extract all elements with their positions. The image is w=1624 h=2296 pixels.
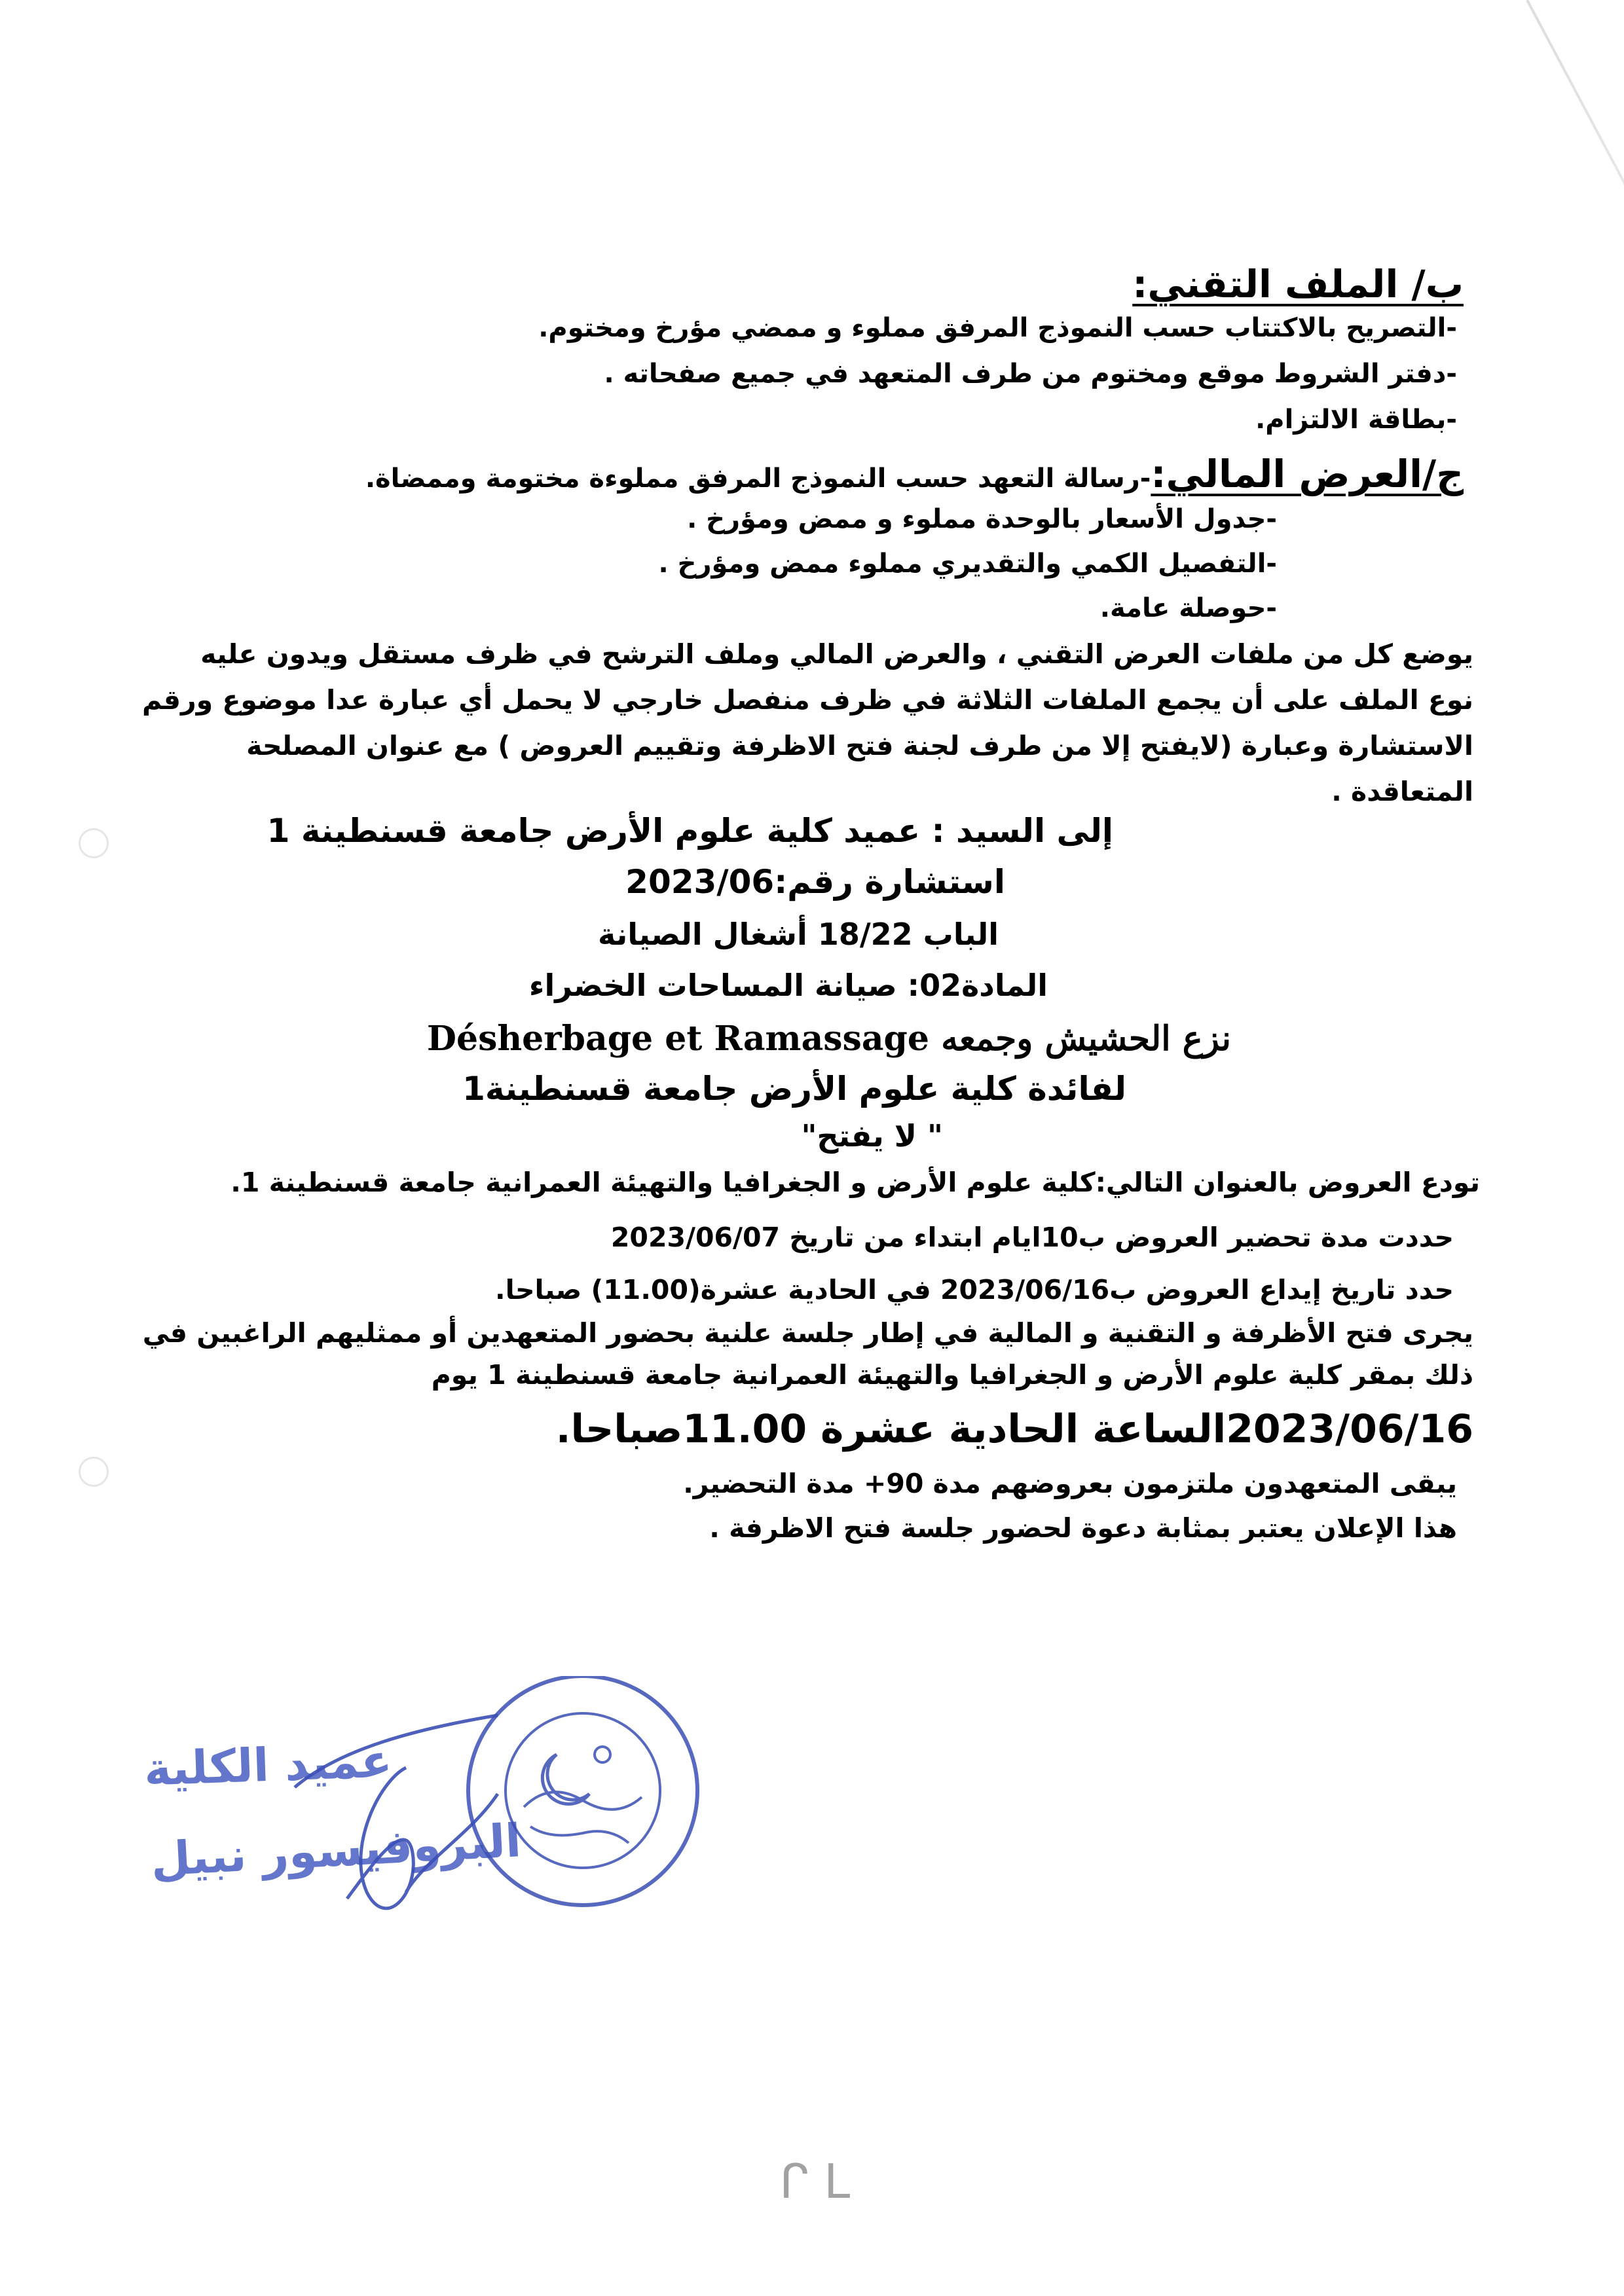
financial-item: -حوصلة عامة.	[1099, 593, 1277, 623]
envelope-addressee: إلى السيد : عميد كلية علوم الأرض جامعة قسنطينة 1	[267, 812, 1113, 850]
opening-session-line: ذلك بمقر كلية علوم الأرض و الجغرافيا والتهيئة العمرانية جامعة قسنطينة 1 يوم	[431, 1359, 1473, 1391]
technical-item: -بطاقة الالتزام.	[1255, 405, 1457, 435]
offer-validity: يبقى المتعهدون ملتزمون بعروضهم مدة 90+ مدة التحضير.	[683, 1468, 1457, 1499]
signature-stamp-block	[131, 1676, 786, 1951]
university-seal	[131, 1676, 786, 1951]
financial-item: -جدول الأسعار بالوحدة مملوء و ممض ومؤرخ .	[687, 504, 1277, 534]
paper-fold-mark	[1526, 0, 1624, 301]
budget-chapter: الباب 18/22 أشغال الصيانة	[598, 917, 999, 952]
do-not-open-notice: " لا يفتح"	[801, 1118, 943, 1154]
financial-item: -التفصيل الكمي والتقديري مملوء ممض ومؤرخ .	[658, 549, 1277, 579]
technical-item: -التصريح بالاكتتاب حسب النموذج المرفق مملوء و ممضي مؤرخ ومختوم.	[538, 313, 1457, 343]
deposit-deadline: حدد تاريخ إيداع العروض ب2023/06/16 في الحادية عشرة(11.00) صباحا.	[495, 1274, 1454, 1305]
dean-title: عميد الكلية	[143, 1734, 394, 1796]
envelope-paragraph-line: المتعاقدة .	[1331, 776, 1473, 807]
financial-offer-lead: -رسالة التعهد حسب النموذج المرفق مملوءة مختومة وممضاة.	[365, 464, 1151, 494]
budget-article: المادة02: صيانة المساحات الخضراء	[528, 968, 1048, 1003]
financial-offer-line	[365, 452, 1464, 496]
opening-session-line: يجرى فتح الأظرفة و التقنية و المالية في إطار جلسة علنية بحضور المتعهدين أو ممثليهم الراغبين في	[142, 1317, 1473, 1349]
invitation-notice: هذا الإعلان يعتبر بمثابة دعوة لحضور جلسة فتح الاظرفة .	[709, 1512, 1457, 1544]
envelope-paragraph-line: نوع الملف على أن يجمع الملفات الثلاثة في ظرف منفصل خارجي لا يحمل أي عبارة عدا موضوع ورقم	[142, 684, 1473, 716]
consultation-number: استشارة رقم:2023/06	[625, 863, 1005, 901]
preparation-period: حددت مدة تحضير العروض ب10ايام ابتداء من تاريخ 2023/06/07	[610, 1222, 1454, 1253]
beneficiary: لفائدة كلية علوم الأرض جامعة قسنطينة1	[462, 1070, 1126, 1108]
envelope-paragraph-line: يوضع كل من ملفات العرض التقني ، والعرض المالي وملف الترشح في ظرف مستقل ويدون عليه	[200, 638, 1473, 670]
dean-name: البروفيسور نبيل	[149, 1813, 523, 1887]
opening-date-time: 2023/06/16الساعة الحادية عشرة 11.00صباحا.	[555, 1406, 1473, 1452]
deposit-address: تودع العروض بالعنوان التالي:كلية علوم الأرض و الجغرافيا والتهيئة العمرانية جامعة قسنطينة 1.	[231, 1167, 1480, 1198]
financial-offer-heading: ج/العرض المالي:	[1151, 452, 1464, 496]
technical-file-heading: ب/ الملف التقني:	[1132, 262, 1464, 306]
punch-hole-mark	[79, 1457, 109, 1487]
page-number-handwritten: ᒋ L	[779, 2154, 851, 2209]
consultation-subject: نزع الحشيش وجمعه Désherbage et Ramassage	[426, 1019, 1231, 1059]
technical-item: -دفتر الشروط موقع ومختوم من طرف المتعهد في جميع صفحاته .	[604, 359, 1457, 389]
punch-hole-mark	[79, 828, 109, 858]
envelope-paragraph-line: الاستشارة وعبارة (لايفتح إلا من طرف لجنة فتح الاظرفة وتقييم العروض ) مع عنوان المصلحة	[246, 730, 1473, 761]
